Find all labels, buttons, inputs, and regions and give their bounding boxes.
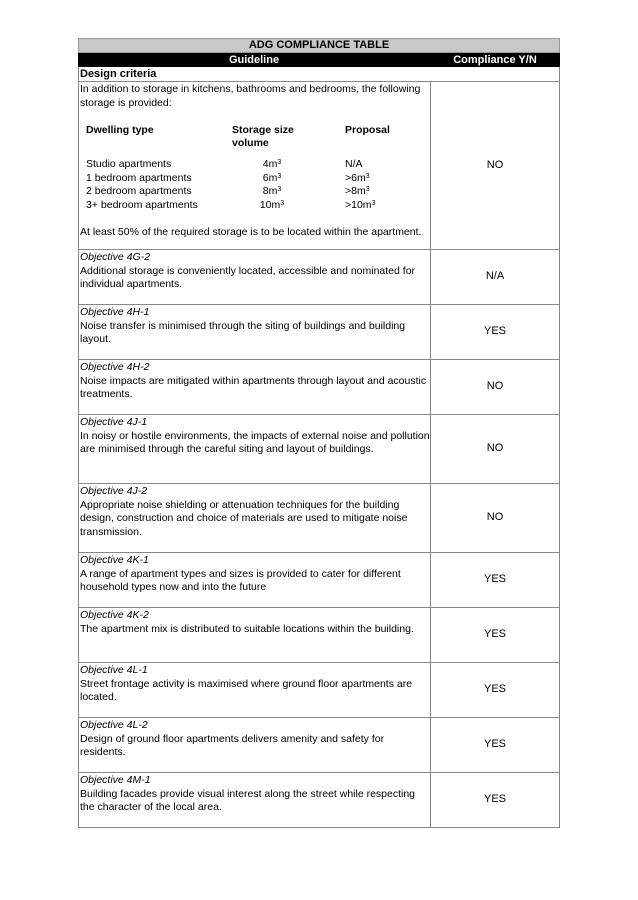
objective-row [78,305,560,360]
storage-type: Studio apartments [86,158,172,170]
objective-row [78,360,560,415]
storage-size: 6m [262,171,278,184]
col-dwelling-type: Dwelling type [86,124,154,136]
storage-proposal: >10m [345,198,372,211]
compliance-header: Compliance Y/N [453,54,537,66]
storage-intro: In addition to storage in kitchens, bathrooms and bedrooms, the following storage is provided: [80,83,421,109]
compliance-value: NO [486,511,504,524]
objective-id: Objective 4J-2 [80,485,148,497]
objective-row [78,553,560,608]
objective-id: Objective 4H-2 [80,361,150,373]
objective-text: A range of apartment types and sizes is provided to cater for different household types now and into the future [80,567,401,593]
compliance-table [78,38,560,828]
compliance-value: YES [483,683,506,696]
storage-type: 3+ bedroom apartments [86,198,198,211]
guideline-header: Guideline [228,54,280,66]
compliance-value: YES [483,793,506,806]
table-header [78,53,560,67]
compliance-value: NO [486,158,504,171]
objective-text: Additional storage is conveniently located, accessible and nominated for individual apartments. [80,264,416,290]
section-heading: Design criteria [78,67,560,81]
objective-id: Objective 4H-1 [80,306,150,318]
table-title: ADG COMPLIANCE TABLE [78,38,560,53]
storage-table: Dwelling type Storage size volume Proposal Studio apartments $4m^3$ N/A 1 bedroom apartments $6m^3$ $>6m^3$ 2 bedroom apartments $8m^3$ $>8m^3$ 3+ bedroom apartments $10m^3$ $>10m^3$ [86,124,430,212]
storage-size: 4m [262,158,278,170]
storage-proposal: >8m [345,185,366,197]
objective-id: Objective 4K-2 [80,609,149,621]
objective-id: Objective 4L-1 [80,664,148,676]
objective-text: Appropriate noise shielding or attenuation techniques for the building design, construction and choice of materials are used to mitigate noise transmission. [80,498,408,538]
storage-row [78,81,560,250]
storage-size: 10m [259,198,281,211]
storage-proposal: >6m [345,171,366,184]
objective-row [78,663,560,718]
compliance-value: YES [483,628,506,641]
storage-guideline [79,82,431,249]
objective-text: Building facades provide visual interest along the street while respecting the character of the local area. [80,787,416,813]
objective-id: Objective 4G-2 [80,251,151,263]
storage-type: 2 bedroom apartments [86,185,192,197]
objective-row [78,608,560,663]
objective-text: The apartment mix is distributed to suitable locations within the building. [80,622,414,635]
col-proposal: Proposal [345,124,390,136]
storage-size: 8m [262,185,278,197]
objective-row [78,250,560,305]
col-storage-size: Storage size volume [232,124,294,149]
objective-text: Design of ground floor apartments delivers amenity and safety for residents. [80,732,385,758]
objective-id: Objective 4J-1 [80,416,148,428]
storage-type: 1 bedroom apartments [86,171,192,184]
objective-text: Noise transfer is minimised through the siting of buildings and building layout. [80,319,406,345]
objective-id: Objective 4M-1 [80,774,151,786]
objective-row [78,484,560,553]
compliance-value: NO [486,380,504,393]
objective-text: Noise impacts are mitigated within apartments through layout and acoustic treatments. [80,374,427,400]
objective-id: Objective 4L-2 [80,719,148,731]
objective-row [78,718,560,773]
compliance-value: YES [483,738,506,751]
objective-text: Street frontage activity is maximised where ground floor apartments are located. [80,677,413,703]
compliance-value: YES [483,325,506,338]
compliance-value: NO [486,442,504,455]
objective-row [78,773,560,828]
storage-note: At least 50% of the required storage is to be located within the apartment. [80,226,422,238]
objective-text: In noisy or hostile environments, the impacts of external noise and pollution are minimised through the careful siting and layout of buildings. [80,429,430,455]
objective-row [78,415,560,484]
objective-id: Objective 4K-1 [80,554,149,566]
compliance-value: YES [483,573,506,586]
storage-proposal: N/A [345,158,363,170]
compliance-value: N/A [485,270,505,283]
